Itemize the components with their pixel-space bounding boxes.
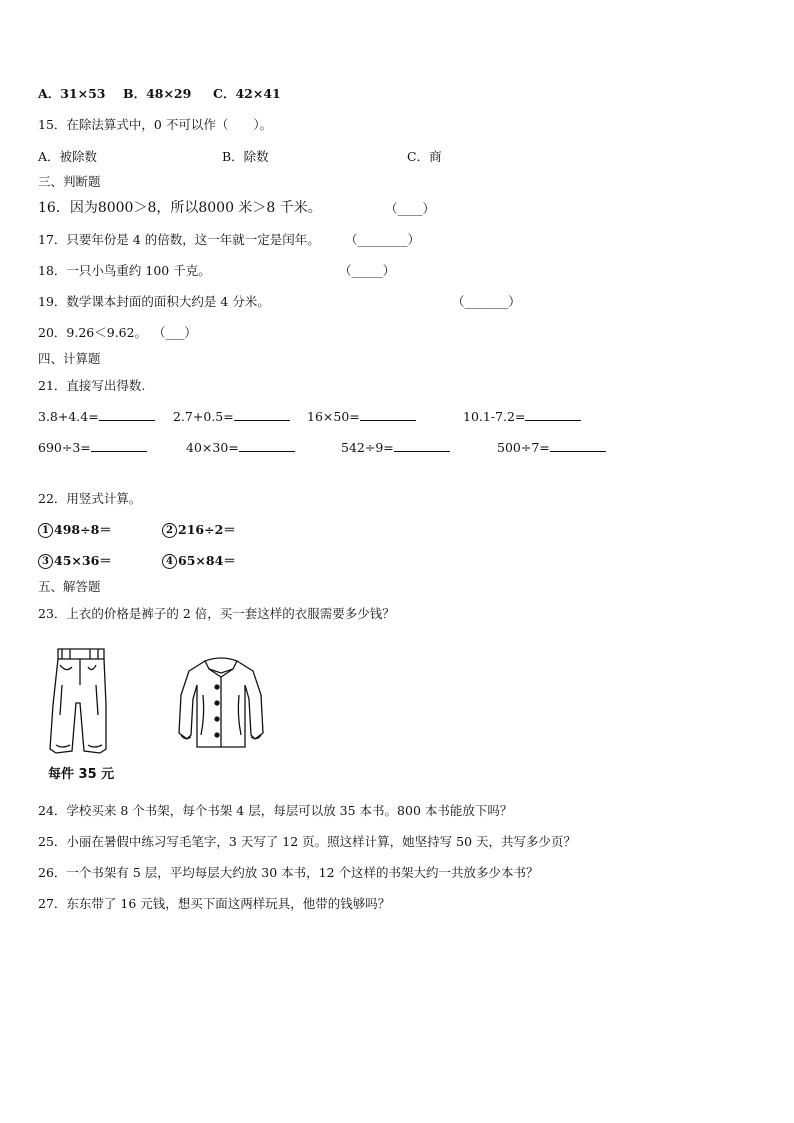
q22-expr: 65×84＝ <box>178 553 236 568</box>
q19-answer-paren[interactable]: （_______） <box>452 294 521 309</box>
q21-item <box>341 439 450 455</box>
q21-item <box>38 439 147 455</box>
q24-text: 24．学校买来 8 个书架，每个书架 4 层，每层可以放 35 本书。800 本书能放下吗？ <box>38 803 513 818</box>
q26-text: 26．一个书架有 5 层，平均每层大约放 30 本书，12 个这样的书架大约一共放多少本书？ <box>38 865 539 880</box>
answer-blank[interactable] <box>239 439 295 452</box>
answer-blank[interactable] <box>234 408 290 421</box>
q17-answer-paren[interactable]: （________） <box>345 232 421 247</box>
q14-options <box>38 84 105 102</box>
q17-text: 17．只要年份是 4 的倍数，这一年就一定是闰年。 <box>38 232 320 247</box>
circled-number: 2 <box>162 523 177 538</box>
q21-expr: 2.7+0.5= <box>173 409 234 424</box>
shirt-illustration <box>175 655 267 751</box>
q22-item <box>162 520 236 538</box>
q21-expr: 40×30= <box>186 440 239 455</box>
q21-expr: 542÷9= <box>341 440 394 455</box>
q20-answer-paren[interactable]: （___） <box>153 325 197 340</box>
q21-item <box>38 408 155 424</box>
q22-expr: 216÷2＝ <box>178 522 236 537</box>
q20-text: 20．9.26＜9.62。 <box>38 325 148 340</box>
q14-option-c: C．42×41 <box>213 86 281 101</box>
q21-expr: 690÷3= <box>38 440 91 455</box>
q21-expr: 3.8+4.4= <box>38 409 99 424</box>
q21-item <box>307 408 416 424</box>
q19-text: 19．数学课本封面的面积大约是 4 分米。 <box>38 294 270 309</box>
q18-answer-paren[interactable]: （_____） <box>339 263 396 278</box>
answer-blank[interactable] <box>525 408 581 421</box>
circled-number: 1 <box>38 523 53 538</box>
q15-option-a: A．被除数 <box>38 149 98 164</box>
section-heading-3: 三、判断题 <box>38 174 101 189</box>
section-heading-4: 四、计算题 <box>38 351 101 366</box>
circled-number: 4 <box>162 554 177 569</box>
pants-price-caption: 每件 35 元 <box>48 767 115 782</box>
answer-blank[interactable] <box>91 439 147 452</box>
q27-text: 27．东东带了 16 元钱，想买下面这两样玩具，他带的钱够吗？ <box>38 896 391 911</box>
q15-option-b: B．除数 <box>222 149 269 164</box>
section-heading-5: 五、解答题 <box>38 579 101 594</box>
circled-number: 3 <box>38 554 53 569</box>
q18-text: 18．一只小鸟重约 100 千克。 <box>38 263 211 278</box>
q21-item <box>173 408 290 424</box>
q14-option-b: B．48×29 <box>123 86 192 101</box>
q15-text: 15．在除法算式中，0 不可以作（ ）。 <box>38 117 273 132</box>
q21-expr: 500÷7= <box>497 440 550 455</box>
q22-title: 22．用竖式计算。 <box>38 491 142 506</box>
q25-text: 25．小丽在暑假中练习写毛笔字，3 天写了 12 页。照这样计算，她坚持写 50 天，共写多少页？ <box>38 834 577 849</box>
pants-illustration <box>44 645 114 757</box>
q16-answer-paren[interactable]: （____） <box>385 201 436 216</box>
q23-text: 23．上衣的价格是裤子的 2 倍，买一套这样的衣服需要多少钱？ <box>38 606 395 621</box>
q22-expr: 45×36＝ <box>54 553 112 568</box>
q22-item <box>38 520 112 538</box>
answer-blank[interactable] <box>360 408 416 421</box>
q21-item <box>463 408 581 424</box>
q22-item <box>38 551 112 569</box>
q21-title: 21．直接写出得数. <box>38 378 146 393</box>
answer-blank[interactable] <box>394 439 450 452</box>
q22-expr: 498÷8＝ <box>54 522 112 537</box>
q15-option-c: C．商 <box>407 149 442 164</box>
q21-item <box>497 439 606 455</box>
answer-blank[interactable] <box>99 408 155 421</box>
answer-blank[interactable] <box>550 439 606 452</box>
q16-text: 16．因为8000＞8，所以8000 米＞8 千米。 <box>38 200 322 216</box>
q21-expr: 10.1-7.2= <box>463 409 526 424</box>
q21-expr: 16×50= <box>307 409 360 424</box>
q21-item <box>186 439 295 455</box>
q22-item <box>162 551 236 569</box>
q14-option-a: A．31×53 <box>38 86 106 101</box>
